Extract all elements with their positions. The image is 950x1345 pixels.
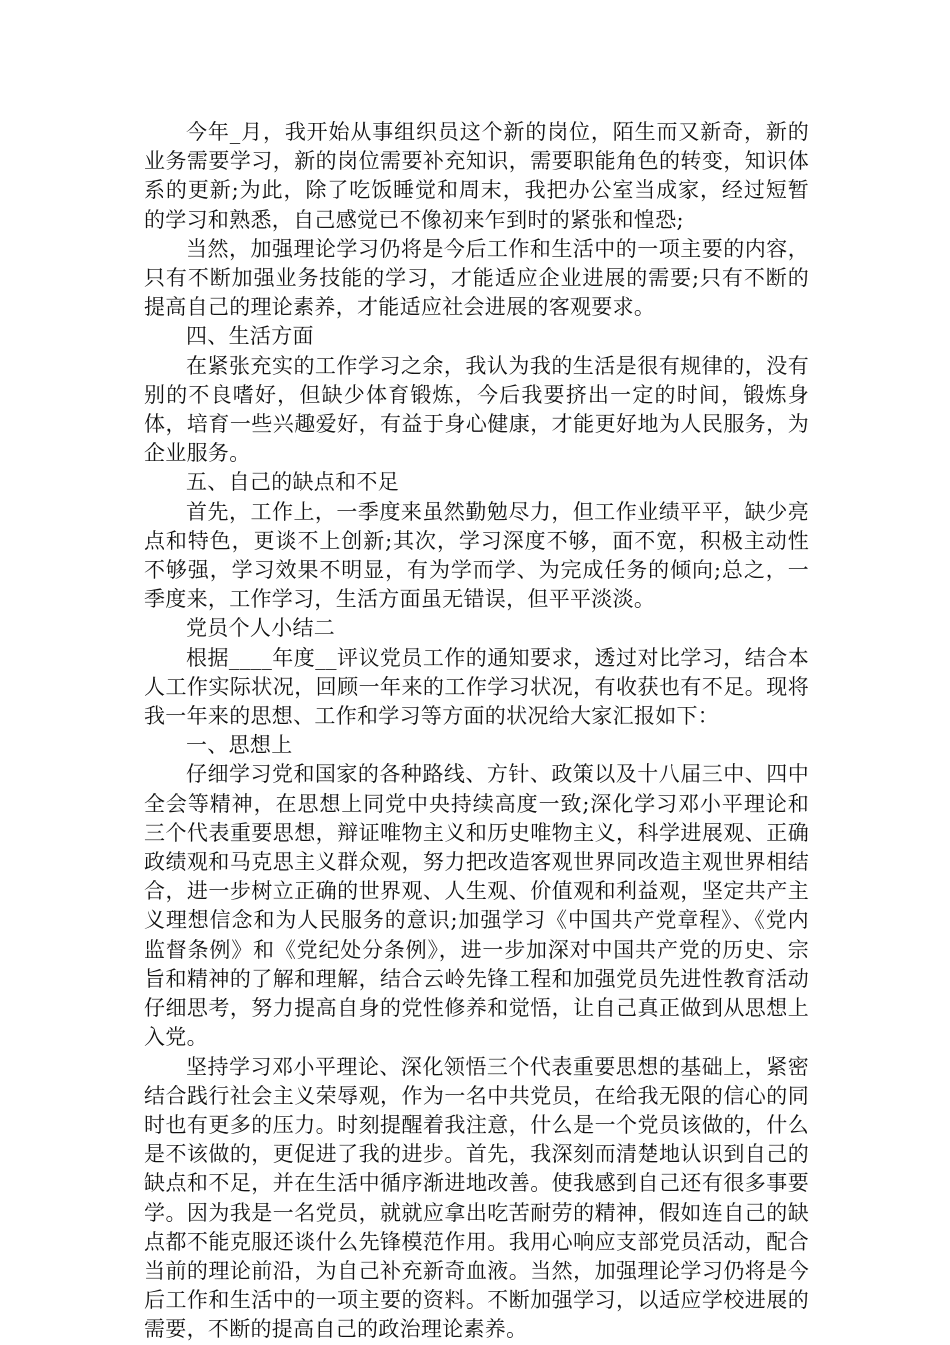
section-heading: 五、自己的缺点和不足 bbox=[186, 470, 399, 495]
paragraph: 仔细学习党和国家的各种路线、方针、政策以及十八届三中、四中全会等精神，在思想上同党中央持续高度一致;深化学习邓小平理论和三个代表重要思想，辩证唯物主义和历史唯物主义，科学进展观、正确政绩观和马克思主义群众观，努力把改造客观世界同改造主观世界相结合，进一步树立正确的世界观、人生观、价值观和利益观，坚定共产主义理想信念和为人民服务的意识;加强学习《中国共产党章程》、《党内监督条例》和《党纪处分条例》，进一步加深对中国共产党的历史、宗旨和精神的了解和理解，结合云岭先锋工程和加强党员先进性教育活动仔细思考，努力提高自身的党性修养和觉悟，让自己真正做到从思想上入党。 bbox=[144, 762, 809, 1050]
document-page bbox=[144, 118, 809, 1345]
section-heading: 党员个人小结二 bbox=[186, 616, 336, 641]
section-heading: 四、生活方面 bbox=[186, 324, 314, 349]
paragraph: 当然，加强理论学习仍将是今后工作和生活中的一项主要的内容，只有不断加强业务技能的学习，才能适应企业进展的需要;只有不断的提高自己的理论素养，才能适应社会进展的客观要求。 bbox=[144, 236, 809, 320]
paragraph: 首先，工作上，一季度来虽然勤勉尽力，但工作业绩平平，缺少亮点和特色，更谈不上创新;其次，学习深度不够，面不宽，积极主动性不够强，学习效果不明显，有为学而学、为完成任务的倾向;总之，一季度来，工作学习，生活方面虽无错误，但平平淡淡。 bbox=[144, 499, 809, 612]
paragraph: 今年_月，我开始从事组织员这个新的岗位，陌生而又新奇，新的业务需要学习，新的岗位需要补充知识，需要职能角色的转变，知识体系的更新;为此，除了吃饭睡觉和周末，我把办公室当成家，经过短暂的学习和熟悉，自己感觉已不像初来乍到时的紧张和惶恐; bbox=[144, 120, 809, 232]
paragraph: 在紧张充实的工作学习之余，我认为我的生活是很有规律的，没有别的不良嗜好，但缺少体育锻炼，今后我要挤出一定的时间，锻炼身体，培育一些兴趣爱好，有益于身心健康，才能更好地为人民服务，为企业服务。 bbox=[144, 353, 809, 466]
section-heading: 一、思想上 bbox=[186, 733, 293, 758]
paragraph: 根据____年度__评议党员工作的通知要求，透过对比学习，结合本人工作实际状况，回顾一年来的工作学习状况，有收获也有不足。现将我一年来的思想、工作和学习等方面的状况给大家汇报如下： bbox=[144, 645, 809, 729]
paragraph: 坚持学习邓小平理论、深化领悟三个代表重要思想的基础上，紧密结合践行社会主义荣辱观，作为一名中共党员，在给我无限的信心的同时也有更多的压力。时刻提醒着我注意，什么是一个党员该做的，什么是不该做的，更促进了我的进步。首先，我深刻而清楚地认识到自己的缺点和不足，并在生活中循序渐进地改善。使我感到自己还有很多事要学。因为我是一名党员，就就应拿出吃苦耐劳的精神，假如连自己的缺点都不能克服还谈什么先锋模范作用。我用心响应支部党员活动，配合当前的理论前沿，为自己补充新奇血液。当然，加强理论学习仍将是今后工作和生活中的一项主要的资料。不断加强学习，以适应学校进展的需要，不断的提高自己的政治理论素养。 bbox=[144, 1054, 809, 1342]
